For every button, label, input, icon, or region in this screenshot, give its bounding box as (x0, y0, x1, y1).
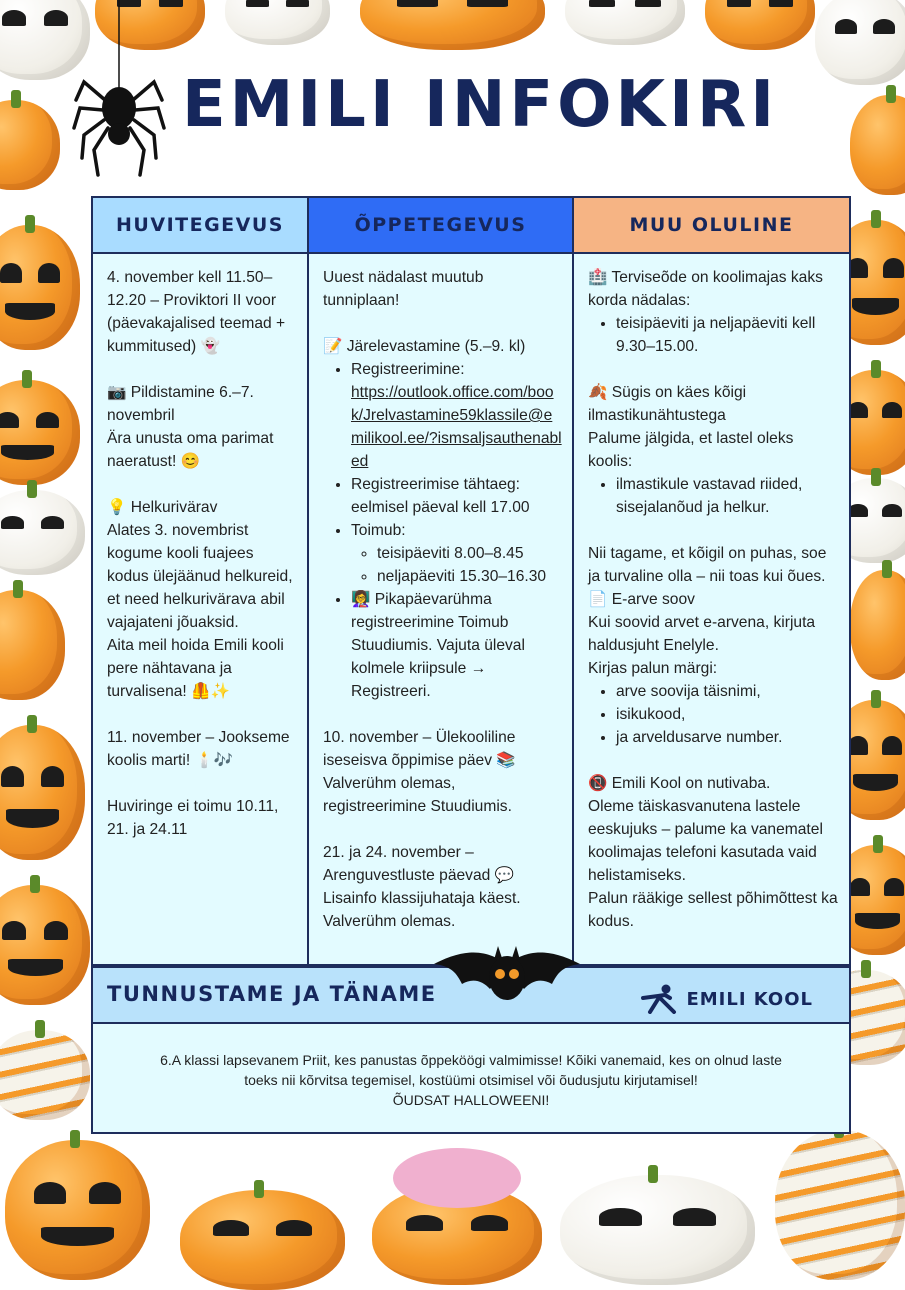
registration-link[interactable]: https://outlook.office.com/book/Jrelvastamine59klassile@emilikool.ee/?ismsaljsauthenabled (351, 384, 562, 470)
thanks-text: toeks nii kõrvitsa tegemisel, kostüümi otsimisel või õudusjutu kirjutamisel! (244, 1072, 698, 1088)
pumpkin-decoration (0, 100, 60, 190)
invoice-list (588, 680, 839, 749)
pumpkin-decoration (0, 490, 85, 575)
event-text: Ära unusta oma parimat naeratust! 😊 (107, 430, 274, 470)
health-list (588, 312, 839, 358)
pumpkin-decoration (225, 0, 330, 45)
pumpkin-decoration (705, 0, 815, 50)
clean-text: Nii tagame, et kõigil on puhas, soe ja turvaline olla – nii toas kui õues. (588, 545, 827, 585)
thanks-body (91, 1024, 851, 1134)
column-heading-other: MUU OLULINE (574, 198, 849, 254)
info-table (91, 196, 851, 966)
autumn-text: 🍂 Sügis on käes kõigi ilmastikunähtustega (588, 384, 747, 424)
autumn-text: Palume jälgida, et lastel oleks koolis: (588, 430, 794, 470)
column-body-other (574, 254, 849, 933)
list-item: • ilmastikule vastavad riided, sisejalanõud ja helkur. (616, 473, 839, 519)
retake-title: 📝 Järelevastamine (5.–9. kl) (323, 338, 526, 355)
thanks-text: 6.A klassi lapsevanem Priit, kes panustas õppeköögi valmimisse! Kõiki vanemaid, kes on olnud laste (160, 1052, 782, 1068)
when-list (351, 542, 562, 588)
list-item: • isikukood, (616, 703, 839, 726)
pumpkin-decoration (0, 225, 80, 350)
pumpkin-decoration (775, 1130, 905, 1280)
pumpkin-decoration (560, 1175, 755, 1285)
list-item (351, 358, 562, 473)
pumpkin-decoration (0, 725, 85, 860)
pumpkin-decoration (0, 590, 65, 700)
event-text: 21. ja 24. november – Arenguvestluste päevad 💬 (323, 844, 515, 884)
pumpkin-decoration (850, 95, 905, 195)
list-item: • teisipäeviti ja neljapäeviti kell 9.30–15.00. (616, 312, 839, 358)
deadline-value: eelmisel päeval kell 17.00 (351, 499, 530, 516)
halloween-greeting: ÕUDSAT HALLOWEENI! (392, 1092, 550, 1108)
when-label: Toimub: (351, 522, 406, 539)
pumpkin-decoration (5, 1140, 150, 1280)
event-text: Lisainfo klassijuhataja käest. Valverühm olemas. (323, 890, 521, 930)
spider-icon (72, 0, 167, 180)
phone-text: Oleme täiskasvanutena lastele eeskujuks – palume ka vanematel koolimajas telefoni kasutada vaid helistamiseks. (588, 798, 823, 884)
pumpkin-decoration (360, 0, 545, 50)
school-logo (640, 984, 813, 1014)
candy-bucket-decoration (180, 1190, 345, 1290)
pumpkin-decoration (565, 0, 685, 45)
pumpkin-decoration (0, 885, 90, 1005)
event-text: Huviringe ei toimu 10.11, 21. ja 24.11 (107, 798, 279, 838)
column-other (574, 198, 849, 964)
list-item: • ja arveldusarve number. (616, 726, 839, 749)
health-text: 🏥 Terviseõde on koolimajas kaks korda nädalas: (588, 269, 823, 309)
phone-text: Palun rääkige sellest põhimõttest ka kodus. (588, 890, 838, 930)
phone-title: 📵 Emili Kool on nutivaba. (588, 775, 771, 792)
pumpkin-decoration (0, 380, 80, 485)
bat-icon (432, 934, 582, 1024)
event-text: 10. november – Ülekooliline iseseisva õppimise päev 📚 (323, 729, 516, 769)
list-item (351, 473, 562, 519)
invoice-title: 📄 E-arve soov (588, 591, 695, 608)
column-body-studies (309, 254, 572, 933)
runner-logo-icon (640, 984, 680, 1014)
brain-decoration (393, 1148, 521, 1208)
column-heading-studies: ÕPPETEGEVUS (309, 198, 572, 254)
registration-label: Registreerimine: (351, 361, 465, 378)
event-text: 📷 Pildistamine 6.–7. novembril (107, 384, 254, 424)
invoice-text: Kui soovid arvet e-arvena, kirjuta haldusjuht Enelyle. (588, 614, 816, 654)
deadline-label: Registreerimise tähtaeg: (351, 476, 521, 493)
event-text: 💡 Helkurivärav (107, 499, 218, 516)
event-text: 4. november kell 11.50–12.20 – Proviktori II voor (päevakajalised teemad + kummitused) 👻 (107, 269, 286, 355)
invoice-text: Kirjas palun märgi: (588, 660, 718, 677)
pumpkin-decoration (850, 570, 905, 680)
intro-text: Uuest nädalast muutub tunniplaan! (323, 269, 484, 309)
list-item: ◦ teisipäeviti 8.00–8.45 (377, 542, 562, 565)
retake-list (323, 358, 562, 703)
column-body-hobbies (93, 254, 307, 841)
list-item: • arve soovija täisnimi, (616, 680, 839, 703)
list-item: ◦ neljapäeviti 15.30–16.30 (377, 565, 562, 588)
event-text: Aita meil hoida Emili kooli pere nähtavana ja turvalisena! 🦺✨ (107, 637, 284, 700)
list-item (351, 519, 562, 588)
event-text: Alates 3. novembrist kogume kooli fuajees kodus ülejäänud helkureid, et need helkurivärava abil vajajateni jõuaksid. (107, 522, 293, 631)
pumpkin-decoration (815, 0, 905, 85)
autumn-list (588, 473, 839, 519)
page-title: EMILI INFOKIRI (181, 68, 779, 142)
pumpkin-decoration (0, 1030, 90, 1120)
school-name: EMILI KOOL (686, 988, 813, 1010)
event-text: Valverühm olemas, registreerimine Stuudiumis. (323, 775, 512, 815)
thanks-title: TUNNUSTAME JA TÄNAME (107, 982, 437, 1006)
column-hobbies (93, 198, 309, 964)
column-studies (309, 198, 574, 964)
column-heading-hobbies: HUVITEGEVUS (93, 198, 307, 254)
event-text: 11. november – Jookseme koolis marti! 🕯️🎶 (107, 729, 290, 769)
list-item: • 👩‍🏫 Pikapäevarühma registreerimine Toimub Stuudiumis. Vajuta üleval kolmele kriipsule → Registreeri. (351, 588, 562, 703)
